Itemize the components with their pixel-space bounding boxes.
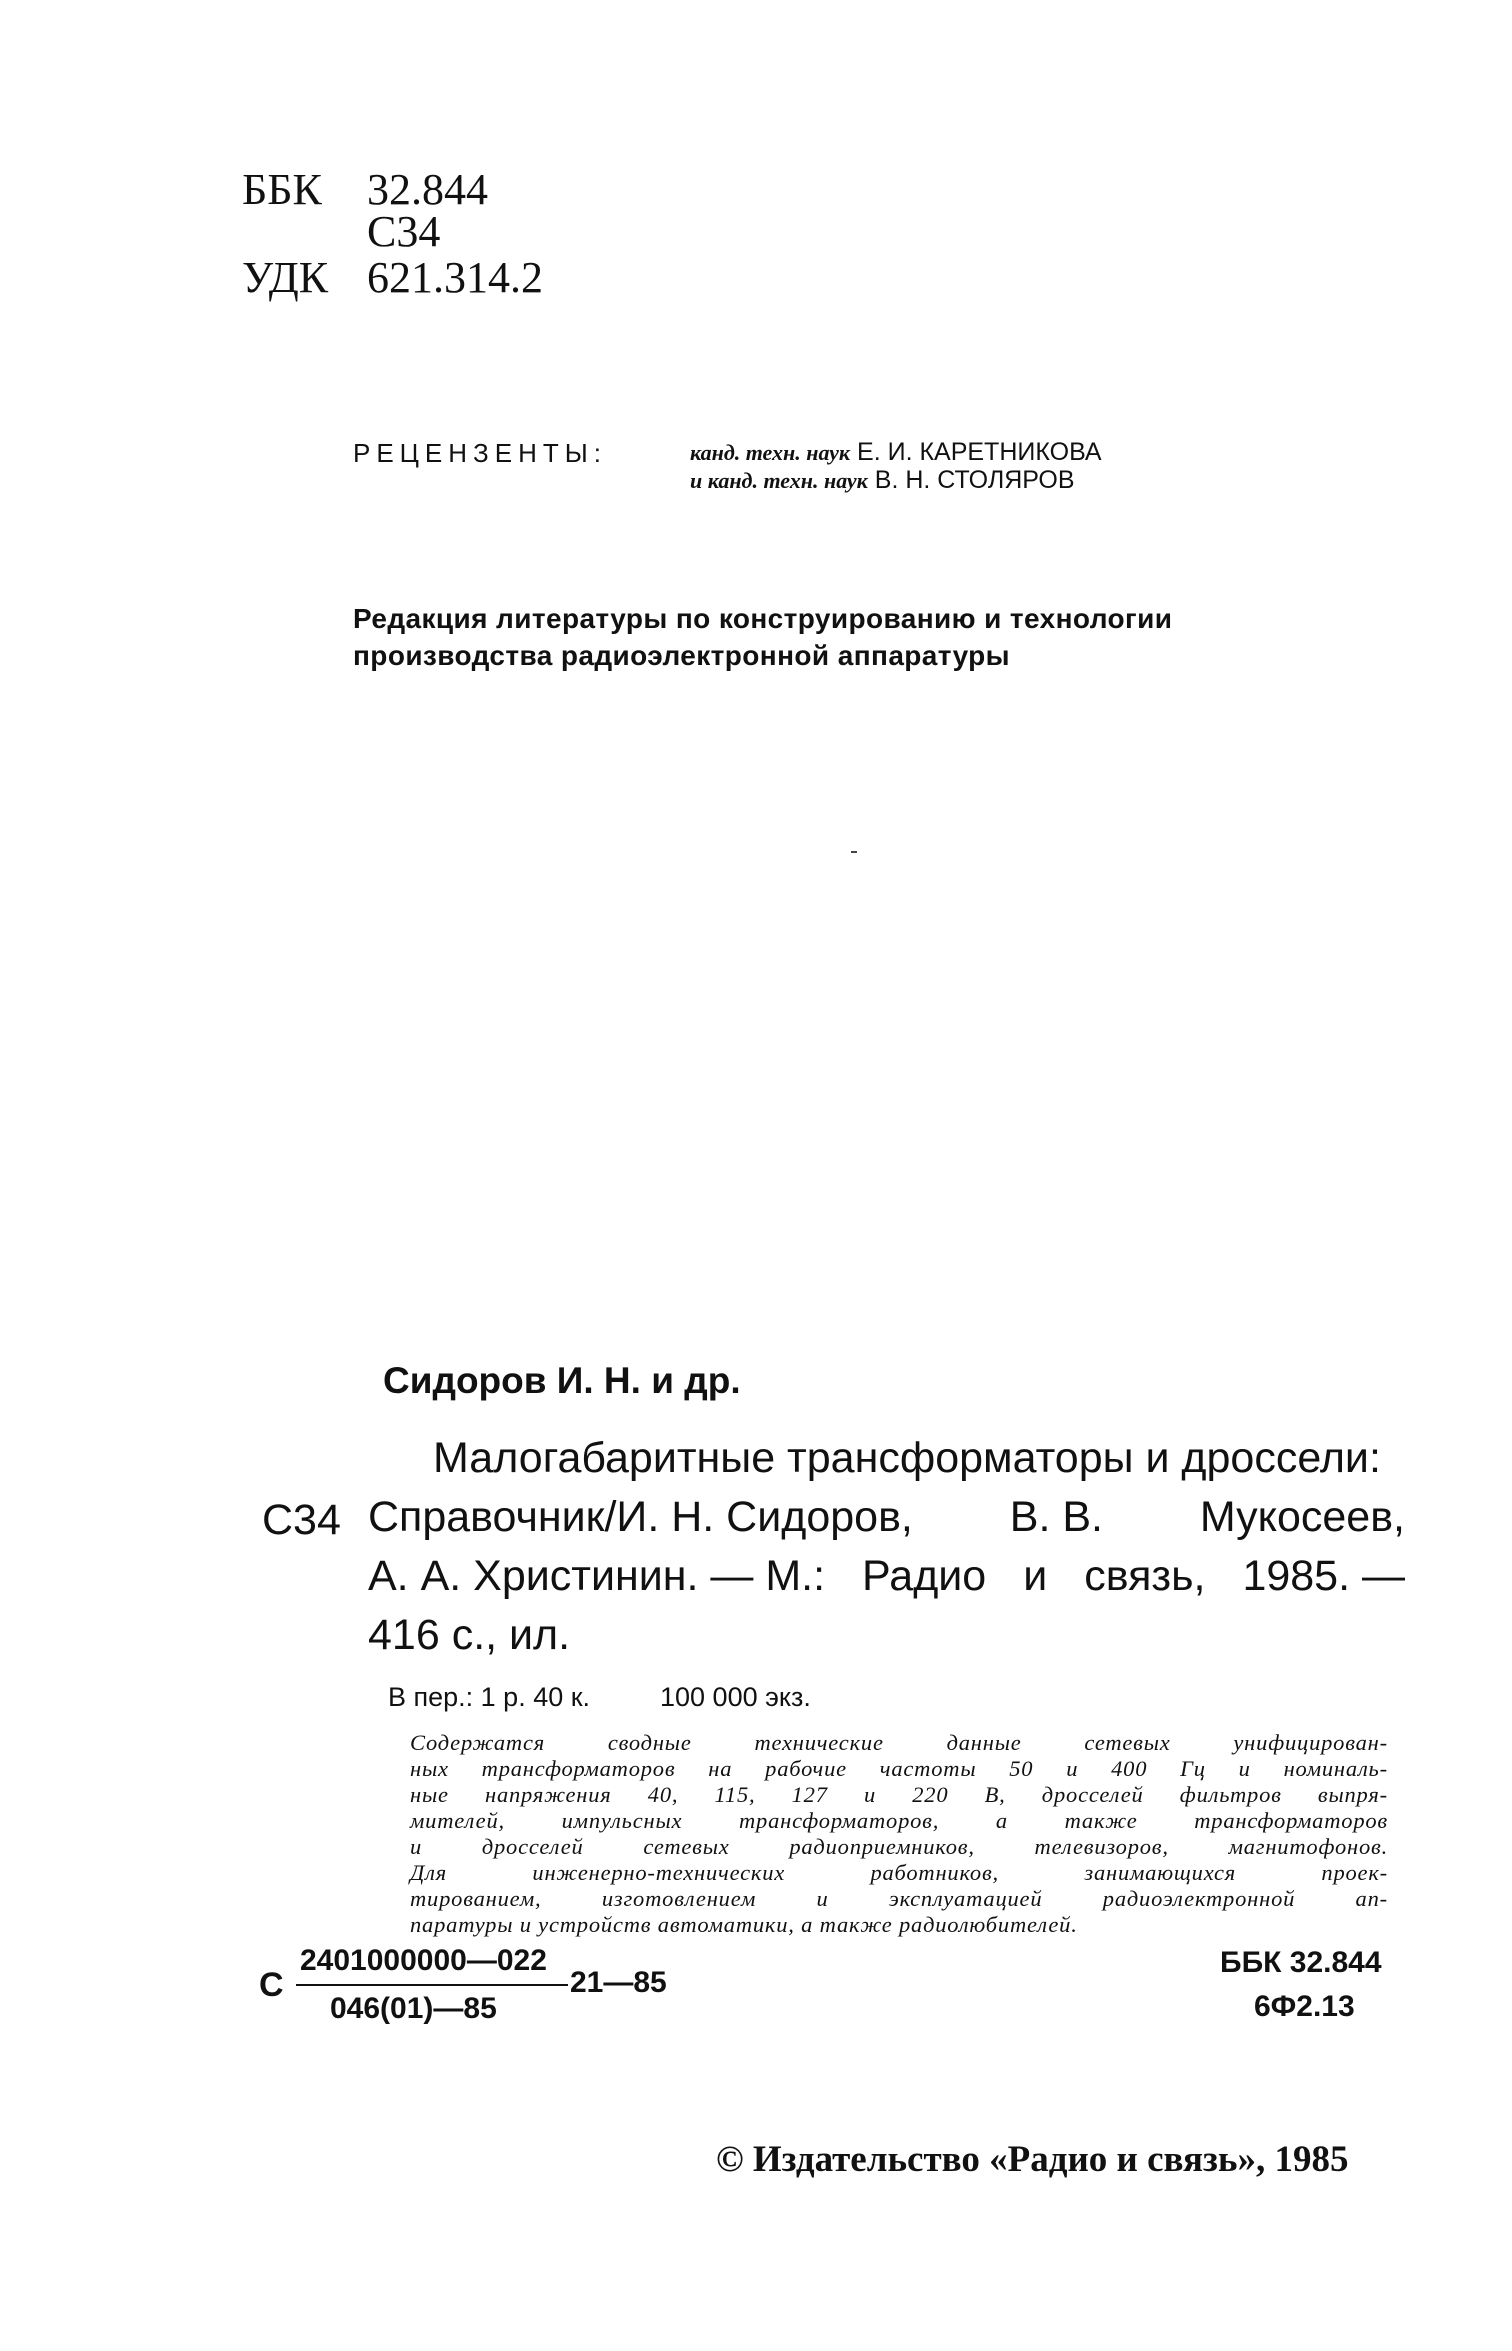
- annotation-word: и: [816, 1886, 829, 1911]
- editorial-line-2: производства радиоэлектронной аппаратуры: [353, 640, 1010, 671]
- reviewers-label: РЕЦЕНЗЕНТЫ:: [353, 438, 607, 468]
- annotation-word: импульсных: [561, 1808, 683, 1833]
- annotation-word: мителей,: [410, 1808, 505, 1833]
- annotation-word: эксплуатацией: [888, 1886, 1043, 1911]
- fraction-rule: [296, 1984, 568, 1986]
- annotation-line: [410, 1732, 1388, 1755]
- annotation-word: 40,: [647, 1782, 679, 1807]
- annotation-word: данные: [946, 1730, 1022, 1755]
- annotation-word: и: [1238, 1756, 1251, 1781]
- bib-word: и: [1023, 1552, 1048, 1600]
- annotation-word: дросселей: [481, 1834, 584, 1859]
- index-code-letter: С: [259, 1966, 284, 2004]
- annotation-word: а: [995, 1808, 1008, 1833]
- bib-word: Радио: [862, 1552, 987, 1600]
- bib-pages-line: 416 с., ил.: [368, 1611, 571, 1659]
- reviewer-2-degree: и канд. техн. наук: [690, 468, 868, 493]
- annotation-word: дросселей: [1041, 1782, 1144, 1807]
- annotation-word: ных: [410, 1756, 449, 1781]
- annotation-word: трансформаторов: [1194, 1808, 1388, 1833]
- annotation-word: и: [410, 1834, 423, 1859]
- annotation-word: номиналь-: [1283, 1756, 1388, 1781]
- bib-word: В. В.: [1009, 1493, 1103, 1541]
- annotation-word: Для: [410, 1860, 447, 1885]
- annotation-word: изготовлением: [601, 1886, 757, 1911]
- annotation-word: ные: [410, 1782, 449, 1807]
- annotation-word: 115,: [714, 1782, 756, 1807]
- annotation-word: сетевых: [1084, 1730, 1171, 1755]
- bib-title-line: Малогабаритные трансформаторы и дроссели:: [433, 1434, 1381, 1482]
- annotation-line: [410, 1758, 1388, 1781]
- annotation-word: унифицирован-: [1233, 1730, 1388, 1755]
- annotation-word: инженерно-технических: [532, 1860, 786, 1885]
- annotation-word: Содержатся: [410, 1730, 546, 1755]
- annotation-line: [410, 1836, 1388, 1859]
- udk-label: УДК: [242, 253, 329, 302]
- price-text: В пер.: 1 р. 40 к.: [388, 1682, 591, 1712]
- reviewer-line-2: [690, 466, 1075, 495]
- reviewer-1-degree: канд. техн. наук: [690, 440, 851, 465]
- annotation-word: и: [863, 1782, 877, 1807]
- circulation-text: 100 000 экз.: [660, 1682, 811, 1712]
- annotation-line: [410, 1784, 1388, 1807]
- annotation-line: [410, 1810, 1388, 1833]
- udk-value: 621.314.2: [367, 253, 543, 302]
- bib-line-2: [368, 1493, 1405, 1541]
- reviewer-2-name: В. Н. СТОЛЯРОВ: [874, 466, 1075, 494]
- annotation-word: и: [1066, 1756, 1079, 1781]
- annotation-line: [410, 1888, 1388, 1911]
- annotation-word: трансформаторов: [481, 1756, 676, 1781]
- annotation-line: [410, 1914, 1078, 1937]
- bib-word: 1985. —: [1242, 1552, 1405, 1600]
- annotation-word: частоты: [879, 1756, 977, 1781]
- annotation-word: фильтров: [1179, 1782, 1282, 1807]
- annotation-word: 220: [912, 1782, 949, 1807]
- annotation-word: выпря-: [1317, 1782, 1388, 1807]
- annotation-word: на: [708, 1756, 733, 1781]
- annotation-word: телевизоров,: [1034, 1834, 1169, 1859]
- bib-word: Справочник/И. Н. Сидоров,: [368, 1493, 913, 1541]
- print-speck: [851, 851, 857, 853]
- annotation-word: ап-: [1355, 1886, 1388, 1911]
- annotation-word: напряжения: [485, 1782, 612, 1807]
- annotation-word: трансформаторов,: [738, 1808, 940, 1833]
- editorial-line-1: Редакция литературы по конструированию и технологии: [353, 603, 1173, 634]
- annotation-word: магнитофонов.: [1228, 1834, 1388, 1859]
- annotation-word: 50: [1009, 1756, 1034, 1781]
- annotation-line: [410, 1862, 1388, 1885]
- annotation-word: также: [1064, 1808, 1138, 1833]
- bib-word: связь,: [1084, 1552, 1206, 1600]
- bbk-label: ББК: [242, 165, 322, 214]
- author-heading: Сидоров И. Н. и др.: [383, 1360, 741, 1401]
- reviewer-1-name: Е. И. КАРЕТНИКОВА: [857, 438, 1102, 466]
- author-mark: С34: [367, 207, 441, 256]
- bib-line-3: [368, 1552, 1405, 1600]
- annotation-word: паратуры и устройств автоматики, а также радиолюбителей.: [410, 1912, 1078, 1937]
- annotation-word: радиоэлектронной: [1102, 1886, 1296, 1911]
- annotation-word: работников,: [870, 1860, 999, 1885]
- annotation-word: тированием,: [410, 1886, 542, 1911]
- bbk-bottom-code: 6Ф2.13: [1254, 1990, 1355, 2023]
- bbk-bottom: ББК 32.844: [1220, 1946, 1382, 1979]
- annotation-word: 127: [791, 1782, 828, 1807]
- annotation-word: 400: [1111, 1756, 1148, 1781]
- annotation-word: В,: [984, 1782, 1006, 1807]
- copyright-line: © Издательство «Радио и связь», 1985: [716, 2139, 1349, 2180]
- annotation-word: технические: [754, 1730, 884, 1755]
- annotation-word: проек-: [1321, 1860, 1388, 1885]
- index-code-tail: 21—85: [570, 1966, 667, 1999]
- annotation-word: занимающихся: [1084, 1860, 1236, 1885]
- reviewer-line-1: [690, 438, 1102, 467]
- index-code-numerator: 2401000000—022: [300, 1944, 547, 1977]
- annotation-word: Гц: [1180, 1756, 1206, 1781]
- annotation-word: сетевых: [643, 1834, 730, 1859]
- bbk-value: 32.844: [367, 165, 488, 214]
- margin-author-mark: С34: [262, 1496, 341, 1544]
- bib-word: А. А. Христинин. — М.:: [368, 1552, 826, 1600]
- index-code-denominator: 046(01)—85: [330, 1992, 497, 2025]
- bib-word: Мукосеев,: [1199, 1493, 1405, 1541]
- annotation-word: сводные: [607, 1730, 692, 1755]
- annotation-word: рабочие: [765, 1756, 847, 1781]
- annotation-word: радиоприемников,: [789, 1834, 975, 1859]
